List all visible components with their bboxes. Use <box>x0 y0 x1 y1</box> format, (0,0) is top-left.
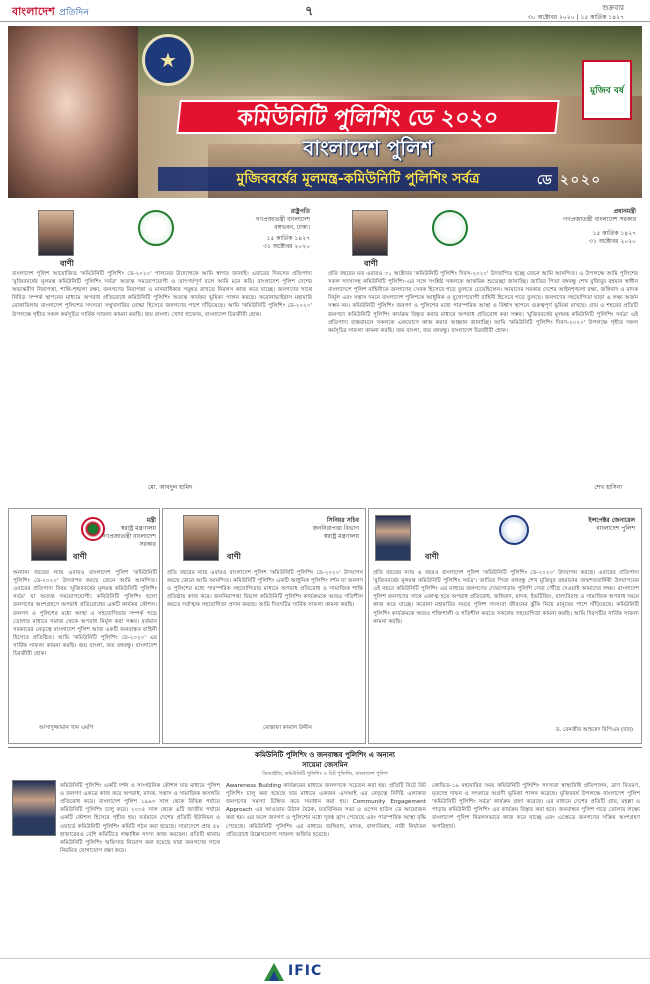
minister-signature: আসাদুজ্জামান খান এমপি <box>39 725 94 731</box>
minister-bani-label: বাণী <box>73 552 87 561</box>
president-signature: মো. আবদুল হামিদ <box>148 484 193 491</box>
feature-col-1: কমিউনিটি পুলিশিং একটি দর্শন ও সাংগঠনিক কৌশল যার মাধ্যমে পুলিশ ও জনগণ একত্রে কাজ করে অপরাধ, মাদক, সন্ত্রাস ও সামাজিক অসঙ্গতি প্রতিরোধ করে। বাংলাদেশ পুলিশ ১৯৯৩ সাল থেকে বিভিন্ন পর্যায়ে কমিউনিটি পুলিশিং চালু করে। ২০০৫ সাল থেকে এটি জাতীয় পর্যায়ে একটি কৌশল হিসেবে গৃহীত হয়। বর্তমানে দেশের প্রতিটি ইউনিয়ন ও ওয়ার্ডে কমিউনিটি পুলিশিং কমিটি গঠন করা হয়েছে। সারাদেশে প্রায় ৫৮ হাজারেরও বেশি কমিটিতে লক্ষাধিক সদস্য কাজ করছেন। প্রতিটি থানায় কমিউনিটি পুলিশিং অফিসার নিয়োগ করা হয়েছে যারা জনগণের সাথে নিয়মিত যোগাযোগ রক্ষা করে। <box>60 783 220 854</box>
feature-heading: কমিউনিটি পুলিশিং ও জনবান্ধব পুলিশিং এ অন্যন্য <box>255 751 395 759</box>
igp-message <box>368 508 642 744</box>
igp-seal-icon <box>499 515 529 545</box>
igp-body: প্রতি বছরের ন্যায় এ বছরও বাংলাদেশ পুলিশ 'কমিউনিটি পুলিশিং ডে-২০২০' উদযাপন করছে। এবারের প্রতিপাদ্য 'মুজিববর্ষের মূলমন্ত্র কমিউনিটি পুলিশিং সর্বত্র'। জাতির পিতা বঙ্গবন্ধু শেখ মুজিবুর রহমানের জন্মশতবার্ষিকী উদযাপনের এই বছরে কমিউনিটি পুলিশিং এর মাধ্যমে জনগণের দোরগোড়ায় পুলিশি সেবা পৌঁছে দেওয়াই আমাদের লক্ষ্য। বাংলাদেশ পুলিশ জনগণের সাথে একাত্ম হয়ে অপরাধ প্রতিরোধ, জঙ্গিবাদ, মাদক, ইভটিজিং, বাল্যবিবাহ ও সামাজিক অপরাধ দমনে কাজ করে যাচ্ছে। করোনা মহামারির সময়ে পুলিশ সদস্যরা জীবনের ঝুঁকি নিয়ে মানুষের পাশে দাঁড়িয়েছে। কমিউনিটি পুলিশিং কার্যক্রমকে আরও শক্তিশালী ও গতিশীল করতে সকলের সহযোগিতা কামনা করছি। আমি দিবসটির সার্বিক সাফল্য কামনা করছি। <box>373 570 639 625</box>
secretary-message <box>162 508 366 744</box>
pm-seal-icon <box>432 210 468 246</box>
president-message <box>8 202 318 504</box>
pm-message <box>324 202 642 504</box>
pm-photo <box>8 26 138 198</box>
ific-logo-text: IFIC <box>288 963 323 979</box>
logo-sub: প্রতিদিন <box>58 7 90 18</box>
banner-title: কমিউনিটি পুলিশিং ডে ২০২০ <box>176 100 560 134</box>
police-crowd-photo <box>138 26 642 96</box>
president-title: রাষ্ট্রপতি গণপ্রজাতন্ত্রী বাংলাদেশ বঙ্গভবন, ঢাকা। ১৫ কার্তিক ১৪২৭ ৩১ অক্টোবর ২০২০ <box>255 208 310 251</box>
igp-signature: ড. বেনজীর আহমেদ বিপিএম (বার) <box>555 727 633 733</box>
pm-portrait <box>352 210 388 256</box>
secretary-bani-label: বাণী <box>227 552 241 561</box>
author-role: ডিআইজি, কমিউনিটি পুলিশিং ও বিট পুলিশিং, বাংলাদেশ পুলিশ <box>262 771 388 777</box>
president-portrait <box>38 210 74 256</box>
minister-portrait <box>31 515 67 561</box>
minister-title: মন্ত্রী স্বরাষ্ট্র মন্ত্রণালয় গণপ্রজাতন্ত্রী বাংলাদেশ সরকার <box>101 517 156 549</box>
feature-author <box>8 759 642 779</box>
pm-bani-label: বাণী <box>364 259 378 268</box>
minister-body: অন্যান্য বছরের ন্যায় এবারও বাংলাদেশ পুলিশ 'কমিউনিটি পুলিশিং ডে-২০২০' উদযাপন করছে জেনে আমি আনন্দিত। এবারের প্রতিপাদ্য বিষয় 'মুজিববর্ষের মূলমন্ত্র কমিউনিটি পুলিশিং সর্বত্র' যা অত্যন্ত সময়োপযোগী। কমিউনিটি পুলিশিং হলো জনগণের অংশগ্রহণে অপরাধ প্রতিরোধের একটি কার্যকর কৌশল। জনগণ ও পুলিশের মধ্যে আস্থা ও সহযোগিতার সম্পর্ক গড়ে তোলার মাধ্যমে সমাজ থেকে অপরাধ নির্মূল করা সম্ভব। বর্তমান সরকারের নেতৃত্বে বাংলাদেশ পুলিশ আজ একটি জনবান্ধব বাহিনী হিসেবে প্রতিষ্ঠিত। আমি 'কমিউনিটি পুলিশিং ডে-২০২০' এর সার্বিক সাফল্য কামনা করছি। জয় বাংলা, জয় বঙ্গবন্ধু। বাংলাদেশ চিরজীবী হোক। <box>13 570 157 658</box>
issue-date: ৩০ অক্টোবর ২০২০ | ১৫ কার্তিক ১৪২৭ <box>527 14 624 21</box>
logo-main: বাংলাদেশ <box>12 5 55 18</box>
secretary-signature: মোস্তাফা কামাল উদ্দীন <box>263 725 312 731</box>
igp-title: ইন্সপেক্টর জেনারেল বাংলাদেশ পুলিশ <box>588 517 635 533</box>
author-photo <box>12 780 56 836</box>
president-bani-label: বাণী <box>60 259 74 268</box>
igp-bani-label: বাণী <box>425 552 439 561</box>
banner-subtitle: বাংলাদেশ পুলিশ <box>303 136 433 160</box>
issue-day: শুক্রবার <box>602 4 624 12</box>
police-emblem-icon: ★ <box>142 34 194 86</box>
igp-portrait <box>375 515 411 561</box>
feature-col-2: Awareness Building কার্যক্রমের মাধ্যমে জনগণকে সচেতন করা হয়। প্রতিটি বিটে বিট পুলিশিং চালু করা হয়েছে যার মাধ্যমে একজন এসআই এর নেতৃত্বে নির্দিষ্ট এলাকার জনগণের সমস্যা চিহ্নিত করে সমাধান করা হয়। Community Engagement Approach এর আওতায় উঠান বৈঠক, মতবিনিময় সভা ও ওপেন হাউস ডে আয়োজন করা হয়। এর ফলে জনগণ ও পুলিশের মধ্যে দূরত্ব হ্রাস পেয়েছে এবং পারস্পরিক আস্থা বৃদ্ধি পেয়েছে। কমিউনিটি পুলিশিং এর মাধ্যমে জঙ্গিবাদ, মাদক, বাল্যবিবাহ, নারী নির্যাতন প্রতিরোধে উল্লেখযোগ্য সাফল্য অর্জিত হয়েছে। <box>226 783 426 838</box>
author-name: সায়েমা জেসমিন <box>302 761 348 769</box>
newspaper-logo[interactable] <box>12 3 89 22</box>
masthead <box>0 0 650 22</box>
secretary-body: প্রতি বছরের ন্যায় এবারও বাংলাদেশ পুলিশ 'কমিউনিটি পুলিশিং ডে-২০২০' উদযাপন করছে জেনে আমি আনন্দিত। কমিউনিটি পুলিশিং একটি আধুনিক পুলিশিং দর্শন যা জনগণ ও পুলিশের মধ্যে পারস্পরিক সহযোগিতার মাধ্যমে অপরাধ প্রতিরোধ ও সামাজিক শান্তি প্রতিষ্ঠায় কাজ করে। জননিরাপত্তা বিভাগ কমিউনিটি পুলিশিং কার্যক্রমকে আরও গতিশীল করতে সর্বাত্মক সহযোগিতা প্রদান করছে। আমি দিবসটির সার্বিক সাফল্য কামনা করছি। <box>167 570 363 609</box>
page-number: ৭ <box>305 4 314 19</box>
president-seal-icon <box>138 210 174 246</box>
feature-divider <box>8 747 642 748</box>
pm-body: প্রতি বছরের মত এবারও ৩১ অক্টোবর 'কমিউনিটি পুলিশিং দিবস-২০২০' উদযাপিত হচ্ছে জেনে আমি আনন্দিত। এ উপলক্ষে আমি পুলিশের সকল সদস্যসহ কমিউনিটি পুলিশিং-এর সঙ্গে সংশ্লিষ্ট সকলকে আন্তরিক শুভেচ্ছা জানাচ্ছি। জাতির পিতা বঙ্গবন্ধু শেখ মুজিবুর রহমান স্বাধীন বাংলাদেশে পুলিশ বাহিনীকে জনগণের সেবক হিসেবে গড়ে তুলতে চেয়েছিলেন। আমাদের সরকার দেশের আইনশৃঙ্খলা রক্ষা, জঙ্গিবাদ ও মাদক নির্মূল এবং সন্ত্রাস দমনে বাংলাদেশ পুলিশকে আধুনিক ও যুগোপযোগী বাহিনী হিসেবে গড়ে তুলছে। জনগণের সহযোগিতা ছাড়া এ লক্ষ্য অর্জন সম্ভব নয়। কমিউনিটি পুলিশিং জনগণ ও পুলিশের মধ্যে পারস্পরিক আস্থা ও বিশ্বাস স্থাপনে গুরুত্বপূর্ণ ভূমিকা রাখছে। গ্রাম ও শহরের প্রতিটি জনপদে কমিউনিটি পুলিশিং কার্যক্রম বিস্তৃত করার মাধ্যমে অপরাধ প্রতিরোধ করা সম্ভব। 'মুজিববর্ষের মূলমন্ত্র কমিউনিটি পুলিশিং সর্বত্র' এই প্রতিপাদ্য বাস্তবায়নে সকলকে একযোগে কাজ করার আহ্বান জানাচ্ছি। আমি 'কমিউনিটি পুলিশিং দিবস-২০২০' উপলক্ষে গৃহীত সকল কর্মসূচির সাফল্য কামনা করছি। জয় বাংলা, জয় বঙ্গবন্ধু। বাংলাদেশ চিরজীবী হোক। <box>328 271 638 334</box>
community-policing-banner <box>8 26 642 198</box>
minister-message <box>8 508 160 744</box>
secretary-title: সিনিয়র সচিব জননিরাপত্তা বিভাগ স্বরাষ্ট্র মন্ত্রণালয় <box>312 517 359 541</box>
pm-signature: শেখ হাসিনা <box>594 484 622 491</box>
mujib-borsho-badge: মুজিব বর্ষ <box>582 60 632 120</box>
secretary-portrait <box>183 515 219 561</box>
banner-strip: ডে ২০২০ <box>536 173 602 188</box>
pm-title: প্রধানমন্ত্রী গণপ্রজাতন্ত্রী বাংলাদেশ সরকার ১৫ কার্তিক ১৪২৭ ৩১ অক্টোবর ২০২০ <box>563 208 636 246</box>
feature-col-3: কোভিড-১৯ মহামারির সময় কমিউনিটি পুলিশিং সদস্যরা স্বাস্থ্যবিধি প্রতিপালন, ত্রাণ বিতরণ, মৃতদেহ দাফন ও সৎকারে অগ্রণী ভূমিকা পালন করেছে। মুজিববর্ষ উপলক্ষে বাংলাদেশ পুলিশ 'কমিউনিটি পুলিশিং সর্বত্র' কার্যক্রম গ্রহণ করেছে। এর মাধ্যমে দেশের প্রতিটি গ্রাম, মহল্লা ও পাড়ায় কমিউনিটি পুলিশিং এর কার্যক্রম বিস্তৃত করা হবে। জনবান্ধব পুলিশ গড়ে তোলার লক্ষ্যে বাংলাদেশ পুলিশ নিরলসভাবে কাজ করে যাচ্ছে এবং এক্ষেত্রে জনগণের সক্রিয় অংশগ্রহণ অপরিহার্য। <box>432 783 640 830</box>
president-body: বাংলাদেশ পুলিশ আয়োজিত 'কমিউনিটি পুলিশিং ডে-২০২০' পালনের উদ্যোগকে আমি স্বাগত জানাই। এবারের দিবসের প্রতিপাদ্য 'মুজিববর্ষের মূলমন্ত্র কমিউনিটি পুলিশিং সর্বত্র' অত্যন্ত সময়োপযোগী ও তাৎপর্যপূর্ণ বলে আমি মনে করি। বাংলাদেশ পুলিশ দেশের অভ্যন্তরীণ নিরাপত্তা, শান্তি-শৃঙ্খলা রক্ষা, জনগণের নিরাপত্তা ও মানবাধিকার সমুন্নত রাখতে নিরলস কাজ করে যাচ্ছে। জনগণের সাথে নিবিড় সম্পর্ক স্থাপনের মাধ্যমে অপরাধ প্রতিরোধে কমিউনিটি পুলিশিং অত্যন্ত কার্যকর ভূমিকা পালন করছে। করোনাভাইরাস মহামারি মোকাবিলায় বাংলাদেশ পুলিশের সদস্যরা সম্মুখসারির যোদ্ধা হিসেবে জনগণের পাশে দাঁড়িয়েছে। আমি 'কমিউনিটি পুলিশিং ডে-২০২০' উপলক্ষে গৃহীত সকল কর্মসূচির সার্বিক সাফল্য কামনা করছি। জয় বাংলা। খোদা হাফেজ, বাংলাদেশ চিরজীবী হোক। <box>12 271 312 318</box>
footer-advertisement[interactable] <box>0 958 650 984</box>
banner-tagline: মুজিববর্ষের মূলমন্ত্র-কমিউনিটি পুলিশিং সর্বত্র <box>158 167 558 191</box>
ific-logo-icon <box>264 963 284 981</box>
